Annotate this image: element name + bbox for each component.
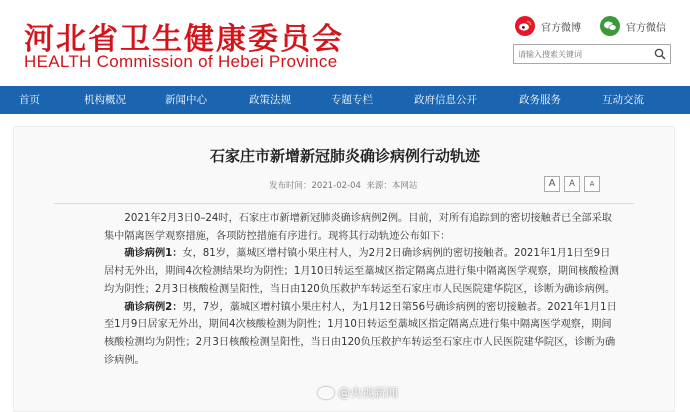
nav-item-interaction[interactable]: 互动交流: [602, 94, 644, 106]
main-nav: [0, 86, 690, 114]
weibo-link[interactable]: [515, 16, 581, 36]
site-logo-english[interactable]: HEALTH Commission of Hebei Province: [24, 52, 338, 71]
nav-item-news[interactable]: 新闻中心: [165, 94, 207, 106]
article-title: 石家庄市新增新冠肺炎确诊病例行动轨迹: [209, 147, 480, 165]
nav-item-topics[interactable]: 专题专栏: [331, 94, 373, 106]
source-value: 本网站: [391, 181, 418, 191]
font-size-large-button[interactable]: A: [544, 176, 560, 192]
title-divider: [54, 203, 634, 204]
search-icon: [654, 48, 666, 60]
source-label: 来源：: [366, 181, 392, 191]
nav-item-services[interactable]: 政务服务: [519, 94, 561, 106]
weibo-label: 官方微博: [541, 22, 581, 34]
wechat-icon: [600, 16, 620, 36]
case-1-paragraph: [104, 245, 619, 298]
search-box: [513, 44, 671, 64]
font-size-small-button[interactable]: A: [584, 176, 600, 192]
weibo-icon: [515, 16, 535, 36]
search-button[interactable]: [650, 45, 670, 63]
nav-item-policies[interactable]: 政策法规: [249, 94, 291, 106]
site-logo-chinese[interactable]: 河北省卫生健康委员会: [24, 22, 344, 57]
nav-item-gov-info[interactable]: 政府信息公开: [414, 94, 477, 106]
case-1-label: 确诊病例1：: [124, 248, 183, 260]
wechat-label: 官方微信: [626, 22, 666, 34]
font-size-medium-button[interactable]: A: [564, 176, 580, 192]
nav-item-home[interactable]: 首页: [19, 94, 40, 106]
site-header: [0, 0, 690, 84]
watermark-text: @央视新闻: [338, 386, 399, 400]
article-intro: 2021年2月3日0–24时，石家庄市新增新冠肺炎确诊病例2例。目前，对所有追踪到的密切接触者已全部采取集中隔离医学观察措施，各项防控措施有序进行。现将其行动轨迹公布如下：: [104, 213, 612, 242]
case-2-text: 男，7岁，藁城区增村镇小果庄村人，为1月12日第56号确诊病例的密切接触者。2021年1月1日至1月9日居家无外出，期间4次核酸检测为阴性；1月10日转运至藁城区指定隔离点进行集中隔离医学观察，期间核酸检测均为阴性；2月3日核酸检测呈阳性，当日由120负压救护车转运至石家庄市人民医院建华院区，诊断为确诊病例。: [104, 301, 617, 366]
wechat-link[interactable]: [600, 16, 666, 36]
nav-item-about[interactable]: 机构概况: [84, 94, 126, 106]
publish-date-label: 发布时间：: [269, 181, 312, 191]
search-input[interactable]: [514, 45, 650, 63]
article-meta: [269, 179, 417, 191]
cctv-logo-icon: [318, 387, 334, 399]
case-1-text: 女，81岁，藁城区增村镇小果庄村人，为2月2日确诊病例的密切接触者。2021年1月1日至9日居村无外出，期间4次检测结果均为阴性；1月10日转运至藁城区指定隔离点进行集中隔离医学观察，期间核酸检测均为阴性；2月3日核酸检测呈阳性，当日由120负压救护车转运至石家庄市人民医院建华院区，诊断为确诊病例。: [104, 248, 619, 295]
watermark: [318, 384, 398, 401]
case-2-label: 确诊病例2：: [124, 301, 183, 313]
article-body: [104, 210, 619, 369]
publish-date: 2021-02-04: [311, 181, 361, 191]
case-2-paragraph: [104, 299, 619, 370]
